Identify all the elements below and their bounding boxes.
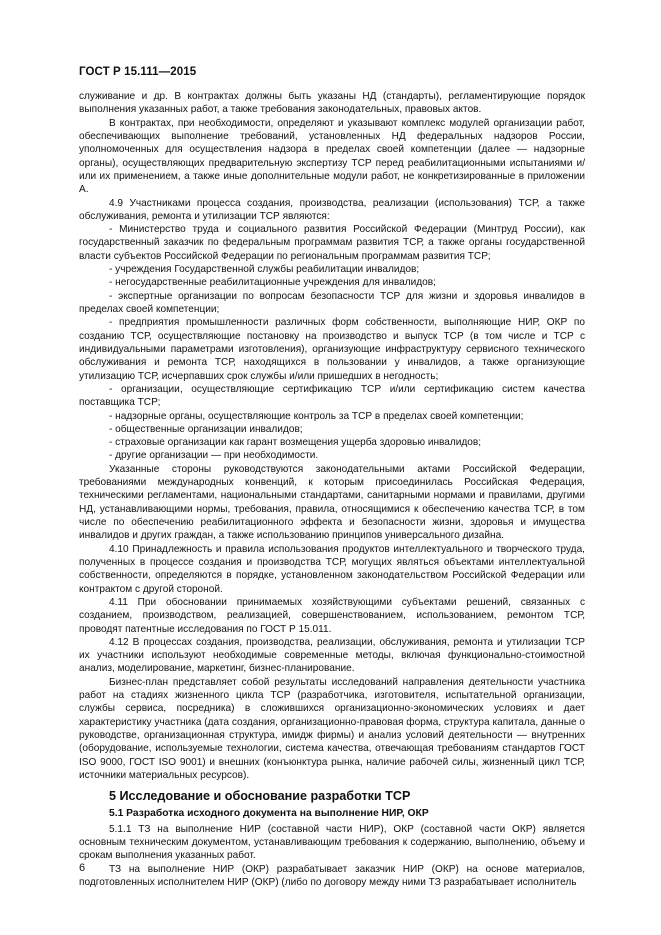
paragraph: ТЗ на выполнение НИР (ОКР) разрабатывает заказчик НИР (ОКР) на основе материалов, подготовленных исполнителем НИР (ОКР) (либо по договору между ними ТЗ разрабатывает исполнитель <box>79 863 585 888</box>
paragraph: 4.11 При обосновании принимаемых хозяйствующими субъектами решений, связанных с созданием, производством, реализацией, совершенствованием, использованием, ремонтом ТСР, проводят патентные исследования по ГОСТ Р 15.011. <box>79 596 585 635</box>
paragraph: 5.1.1 ТЗ на выполнение НИР (составной части НИР), ОКР (составной части ОКР) является основным техническим документом, устанавливающим требования к содержанию, выполнению, объему и срокам выполнения указанных работ. <box>79 823 585 862</box>
subsection-heading: 5.1 Разработка исходного документа на выполнение НИР, ОКР <box>109 808 429 820</box>
document-header: ГОСТ Р 15.111—2015 <box>79 66 197 78</box>
section-heading: 5 Исследование и обоснование разработки ТСР <box>109 789 411 804</box>
paragraph: 4.9 Участниками процесса создания, производства, реализации (использования) ТСР, а также обслуживания, ремонта и утилизации ТСР являются: <box>79 197 585 222</box>
paragraph: - экспертные организации по вопросам безопасности ТСР для жизни и здоровья инвалидов в пределах своей компетенции; <box>79 290 585 315</box>
paragraph: - общественные организации инвалидов; <box>109 423 303 435</box>
paragraph: - надзорные органы, осуществляющие контроль за ТСР в пределах своей компетенции; <box>109 410 524 422</box>
document-body <box>79 90 585 889</box>
paragraph: служивание и др. В контрактах должны быть указаны НД (стандарты), регламентирующие порядок выполнения указанных работ, а также требования законодательных, правовых актов. <box>79 91 585 116</box>
paragraph: - негосударственные реабилитационные учреждения для инвалидов; <box>109 277 436 289</box>
paragraph: Указанные стороны руководствуются законодательными актами Российской Федерации, требованиями международных конвенций, к которым присоединилась Российская Федерация, техническими регламентами, национальными стандартами, санитарными нормами и правилами, другими НД, устанавливающими нормы, требования, правила, относящимися к обеспечению качества ТСР, в том числе по обеспечению реабилитационного эффекта и безопасности жизни, здоровья и имущества инвалидов и других граждан, а также использованию принципов универсального дизайна. <box>79 463 585 542</box>
paragraph: - предприятия промышленности различных форм собственности, выполняющие НИР, ОКР по созданию ТСР, осуществляющие постановку на производство и выпуск ТСР (в том числе и ТСР с индивидуальными параметрами изготовления), организующие инфраструктуру сервисного технического обслуживания и ремонта ТСР, находящихся в пользовании у инвалидов, а также организующие утилизацию ТСР, исчерпавших срок службы и/или пришедших в негодность; <box>79 317 585 382</box>
paragraph: - другие организации — при необходимости. <box>109 450 319 462</box>
paragraph: В контрактах, при необходимости, определяют и указывают комплекс модулей организации работ, обеспечивающих выполнение требований, установленных НД федеральных надзоров России, уполномоченных для осуществления надзора в пределах своей компетенции (далее — надзорные органы), осуществляющих предварительную экспертизу ТСР перед реабилитационными испытаниями и/или их применением, а также иные дополнительные модули работ, не конкретизированные в приложении А. <box>79 117 585 196</box>
paragraph: Бизнес-план представляет собой результаты исследований направления деятельности участника работ на стадиях жизненного цикла ТСР (разработчика, изготовителя, испытательной организации, службы сервиса, посредника) в сложившихся организационно-экономических условиях и дает характеристику участника (дата создания, организационно-правовая форма, структура капитала, данные о руководстве, организационная структура, имидж фирмы) и анализ условий деятельности — внутренних (оборудование, используемые технологии, система качества, отвечающая требованиям стандартов ГОСТ ISO 9000, ГОСТ ISO 9001) и внешних (конъюнктура рынка, наличие рабочей силы, жизненный цикл ТСР, источники материальных ресурсов). <box>79 676 585 781</box>
paragraph: - Министерство труда и социального развития Российской Федерации (Минтруд России), как государственный заказчик по федеральным программам развития ТСР, а также органы государственной власти субъектов Российской Федерации по региональным программам развития ТСР; <box>79 224 585 262</box>
paragraph: - организации, осуществляющие сертификацию ТСР и/или сертификацию систем качества поставщика ТСР; <box>79 383 585 409</box>
page-number: 6 <box>79 862 86 874</box>
paragraph: - учреждения Государственной службы реабилитации инвалидов; <box>109 264 420 276</box>
paragraph: 4.10 Принадлежность и правила использования продуктов интеллектуального и творческого труда, полученных в процессе создания и производства ТСР, могущих являться объектами интеллектуальной собственности, определяются в порядке, установленном законодательством Российской Федерации или контрактом с другой стороной. <box>79 543 585 595</box>
paragraph: - страховые организации как гарант возмещения ущерба здоровью инвалидов; <box>109 437 482 449</box>
paragraph: 4.12 В процессах создания, производства, реализации, обслуживания, ремонта и утилизации ТСР их участники используют необходимые современные методы, включая функционально-стоимостной анализ, моделирование, маркетинг, бизнес-планирование. <box>79 636 585 675</box>
